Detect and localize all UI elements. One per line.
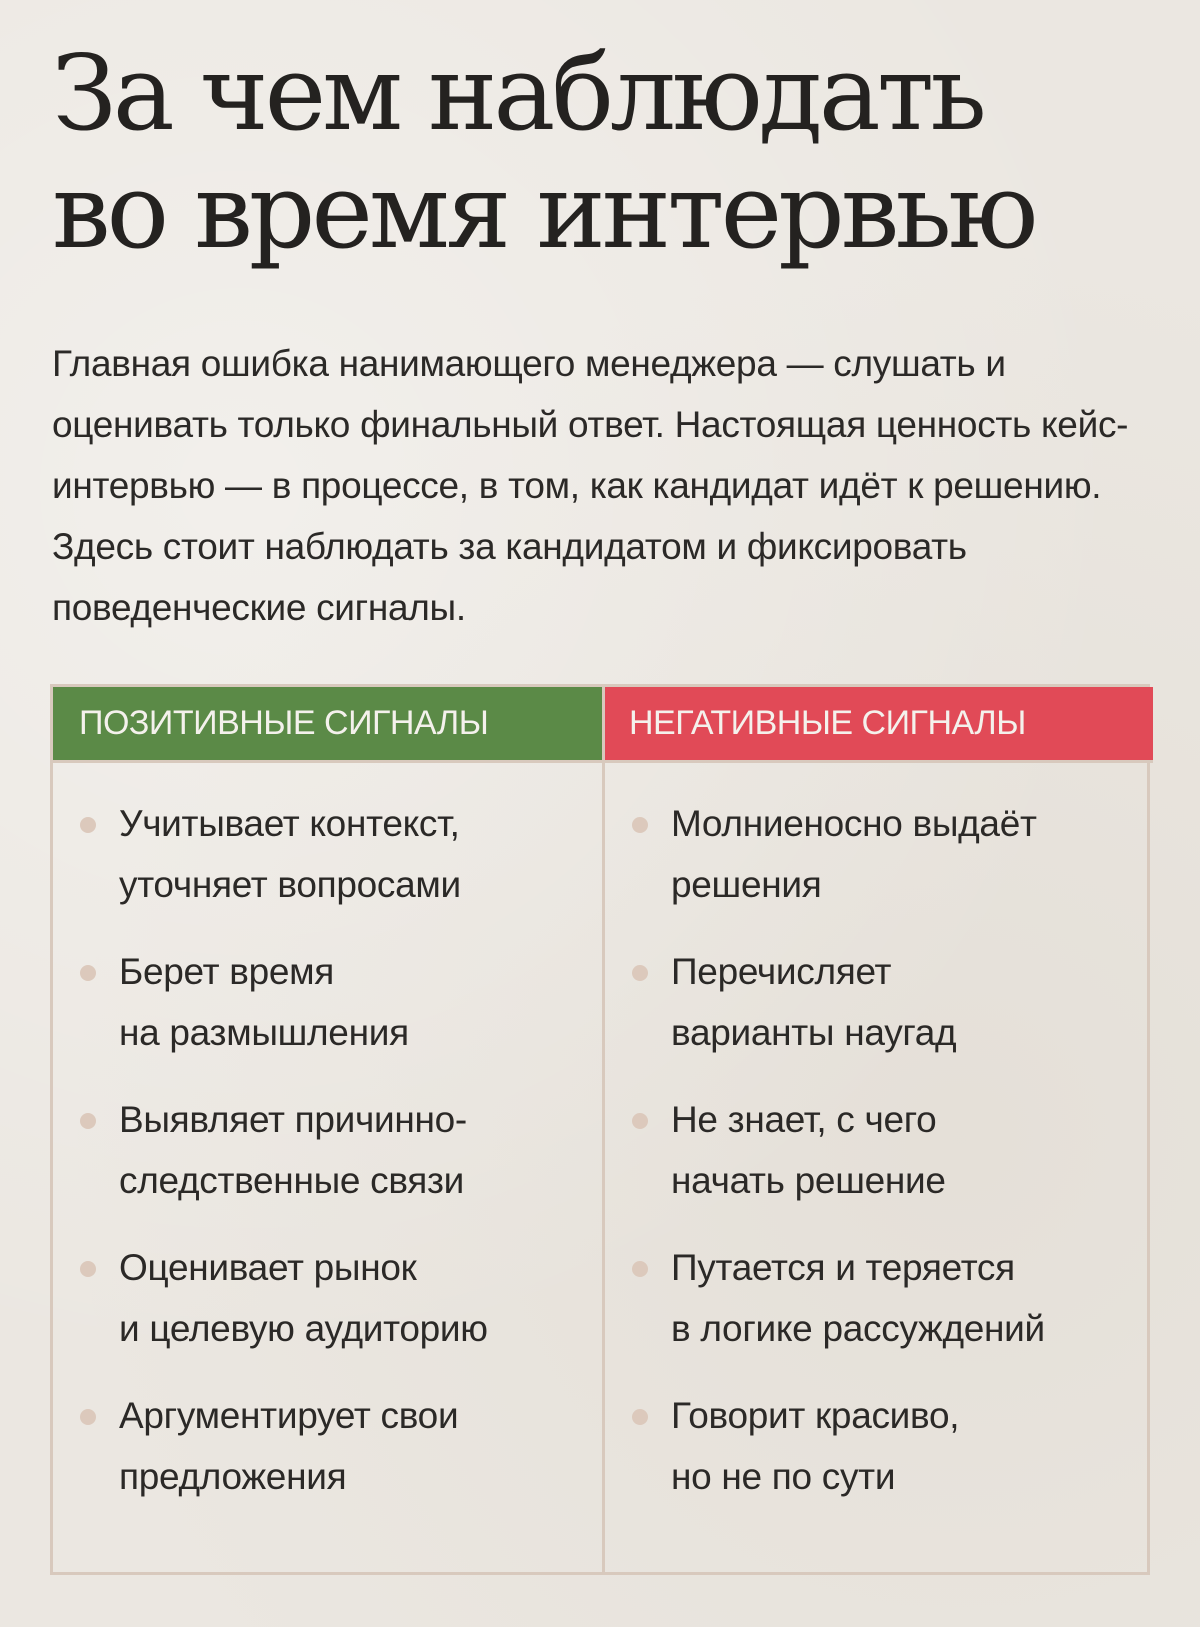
- bullet-dot-icon: [80, 965, 96, 981]
- positive-signals-header: ПОЗИТИВНЫЕ СИГНАЛЫ: [53, 687, 602, 763]
- list-item: [605, 1089, 1153, 1237]
- list-item-line: Перечисляет: [671, 951, 892, 992]
- list-item: [605, 793, 1153, 941]
- bullet-dot-icon: [632, 817, 648, 833]
- list-item-line: Берет время: [119, 951, 334, 992]
- negative-signals-column: [602, 687, 1153, 1572]
- list-item: [53, 1385, 602, 1533]
- list-item-text: [119, 941, 602, 1063]
- title-line-2: во время интервью: [52, 150, 1035, 272]
- list-item: [605, 1237, 1153, 1385]
- list-item: [53, 1237, 602, 1385]
- list-item-line: Молниеносно выдаёт: [671, 803, 1037, 844]
- positive-signals-column: [53, 687, 602, 1572]
- bullet-dot-icon: [632, 965, 648, 981]
- list-item-line: Выявляет причинно-: [119, 1099, 467, 1140]
- signals-table: [50, 684, 1150, 1575]
- positive-signals-list: [53, 763, 602, 1533]
- bullet-dot-icon: [632, 1113, 648, 1129]
- negative-signals-list: [605, 763, 1153, 1533]
- list-item-line: Учитывает контекст,: [119, 803, 460, 844]
- list-item-line: Не знает, с чего: [671, 1099, 937, 1140]
- title-line-1: За чем наблюдать: [52, 32, 983, 154]
- list-item: [605, 1385, 1153, 1533]
- list-item: [53, 1089, 602, 1237]
- list-item-line: Оценивает рынок: [119, 1247, 417, 1288]
- list-item-line: в логике рассуждений: [671, 1308, 1045, 1349]
- list-item-text: [119, 1089, 602, 1211]
- list-item-text: [671, 1089, 1153, 1211]
- intro-paragraph: Главная ошибка нанимающего менеджера — слушать и оценивать только финальный ответ. Настоящая ценность кейс-интервью — в процессе, в том, как кандидат идёт к решению. Здесь стоит наблюдать за кандидатом и фиксировать поведенческие сигналы.: [52, 343, 1129, 628]
- list-item-line: решения: [671, 864, 822, 905]
- list-item-line: Путается и теряется: [671, 1247, 1015, 1288]
- bullet-dot-icon: [80, 1113, 96, 1129]
- list-item-line: предложения: [119, 1456, 347, 1497]
- list-item-line: но не по сути: [671, 1456, 896, 1497]
- list-item-text: [671, 941, 1153, 1063]
- list-item-line: варианты наугад: [671, 1012, 957, 1053]
- list-item-text: [119, 1385, 602, 1507]
- list-item-line: на размышления: [119, 1012, 409, 1053]
- list-item-line: следственные связи: [119, 1160, 465, 1201]
- bullet-dot-icon: [80, 817, 96, 833]
- list-item: [605, 941, 1153, 1089]
- list-item-line: начать решение: [671, 1160, 946, 1201]
- list-item-line: Говорит красиво,: [671, 1395, 960, 1436]
- bullet-dot-icon: [632, 1409, 648, 1425]
- list-item-line: и целевую аудиторию: [119, 1308, 488, 1349]
- list-item: [53, 941, 602, 1089]
- list-item-line: Аргументирует свои: [119, 1395, 459, 1436]
- list-item-text: [671, 1385, 1153, 1507]
- bullet-dot-icon: [80, 1261, 96, 1277]
- list-item-text: [119, 793, 602, 915]
- list-item-line: уточняет вопросами: [119, 864, 461, 905]
- list-item-text: [119, 1237, 602, 1359]
- list-item: [53, 793, 602, 941]
- bullet-dot-icon: [80, 1409, 96, 1425]
- page-title: [52, 34, 1152, 270]
- list-item-text: [671, 793, 1153, 915]
- bullet-dot-icon: [632, 1261, 648, 1277]
- list-item-text: [671, 1237, 1153, 1359]
- negative-signals-header: НЕГАТИВНЫЕ СИГНАЛЫ: [605, 687, 1153, 763]
